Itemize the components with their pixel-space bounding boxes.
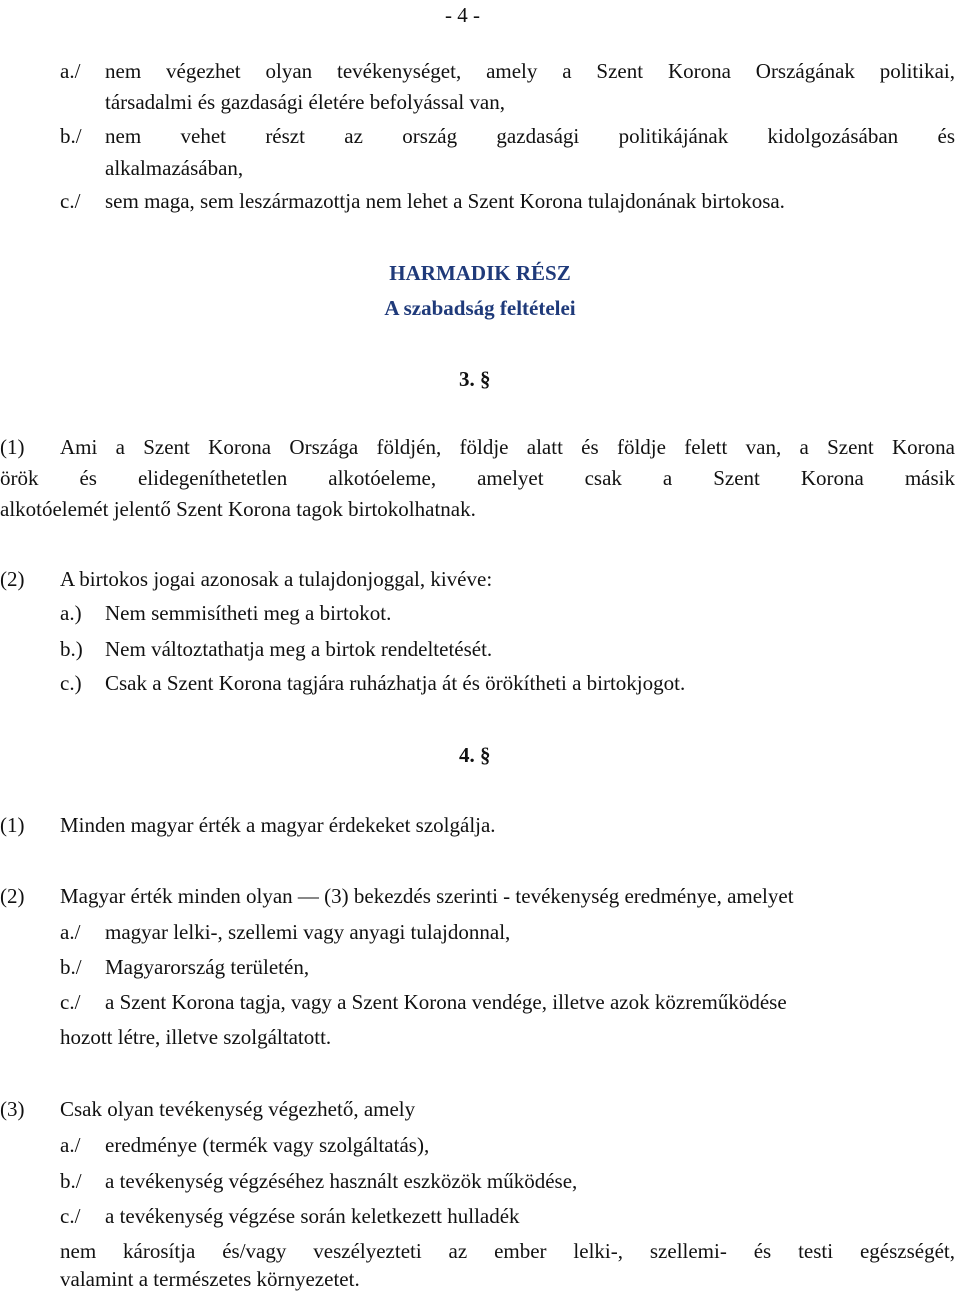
s4-p1-text: Minden magyar érték a magyar érdekeket szolgálja. [60,813,496,837]
s4-p2-item-b-text: Magyarország területén, [105,955,310,979]
s4-p2-item-c-text: a Szent Korona tagja, vagy a Szent Korona vendége, illetve azok közreműködése [105,990,787,1014]
s4-p2-number: (2) [0,884,25,908]
s3-p2-item-c-marker: c.) [60,671,82,695]
s4-p3-item-b-text: a tevékenység végzéséhez használt eszközök működése, [105,1169,578,1193]
s3-p2-text: A birtokos jogai azonosak a tulajdonjoggal, kivéve: [60,567,493,591]
intro-item-a-line2: társadalmi és gazdasági életére befolyással van, [105,90,505,114]
s4-p2-item-a-marker: a./ [60,920,81,944]
s4-p2-tail: hozott létre, illetve szolgáltatott. [60,1025,332,1049]
intro-item-c-marker: c./ [60,189,81,213]
s4-p3-item-c-marker: c./ [60,1204,81,1228]
s3-p1-line1: Ami a Szent Korona Országa földjén, földje alatt és földje felett van, a Szent Korona [60,435,955,459]
s3-p2-number: (2) [0,567,25,591]
intro-item-a-line1: nem végezhet olyan tevékenységet, amely a Szent Korona Országának politikai, [105,59,955,83]
s4-p3-number: (3) [0,1097,25,1121]
s3-p2-item-c-text: Csak a Szent Korona tagjára ruházhatja át és örökítheti a birtokjogot. [105,671,686,695]
s3-p2-item-a-marker: a.) [60,601,82,625]
s4-p3-item-c-text: a tevékenység végzése során keletkezett hulladék [105,1204,520,1228]
s4-p3-item-a-text: eredménye (termék vagy szolgáltatás), [105,1133,430,1157]
s4-p3-text: Csak olyan tevékenység végezhető, amely [60,1097,416,1121]
s4-p2-text: Magyar érték minden olyan — (3) bekezdés szerinti - tevékenység eredménye, amelyet [60,884,794,908]
s3-p1-line2: örök és elidegeníthetetlen alkotóeleme, amelyet csak a Szent Korona másik [0,466,955,490]
intro-item-b-line2: alkalmazásában, [105,156,244,180]
section-4-heading: 4. § [459,743,491,767]
s4-p1-number: (1) [0,813,25,837]
intro-item-b-marker: b./ [60,124,82,148]
intro-item-b-line1: nem vehet részt az ország gazdasági politikájának kidolgozásában és [105,124,955,148]
s3-p2-item-b-text: Nem változtathatja meg a birtok rendeltetését. [105,637,493,661]
s3-p1-line3: alkotóelemét jelentő Szent Korona tagok birtokolhatnak. [0,497,476,521]
s3-p2-item-a-text: Nem semmisítheti meg a birtokot. [105,601,392,625]
s4-p2-item-a-text: magyar lelki-, szellemi vagy anyagi tulajdonnal, [105,920,511,944]
s3-p2-item-b-marker: b.) [60,637,83,661]
part-title: HARMADIK RÉSZ [389,261,571,285]
page-number: - 4 - [445,3,480,27]
s4-p3-tail-line2: valamint a természetes környezetet. [60,1267,360,1291]
s3-p1-number: (1) [0,435,25,459]
intro-item-a-marker: a./ [60,59,81,83]
s4-p3-item-b-marker: b./ [60,1169,82,1193]
s4-p3-item-a-marker: a./ [60,1133,81,1157]
part-subtitle: A szabadság feltételei [384,296,576,320]
s4-p2-item-c-marker: c./ [60,990,81,1014]
intro-item-c-line1: sem maga, sem leszármazottja nem lehet a Szent Korona tulajdonának birtokosa. [105,189,785,213]
section-3-heading: 3. § [459,367,491,391]
s4-p2-item-b-marker: b./ [60,955,82,979]
s4-p3-tail-line1: nem károsítja és/vagy veszélyezteti az ember lelki-, szellemi- és testi egészségét, [60,1239,955,1263]
